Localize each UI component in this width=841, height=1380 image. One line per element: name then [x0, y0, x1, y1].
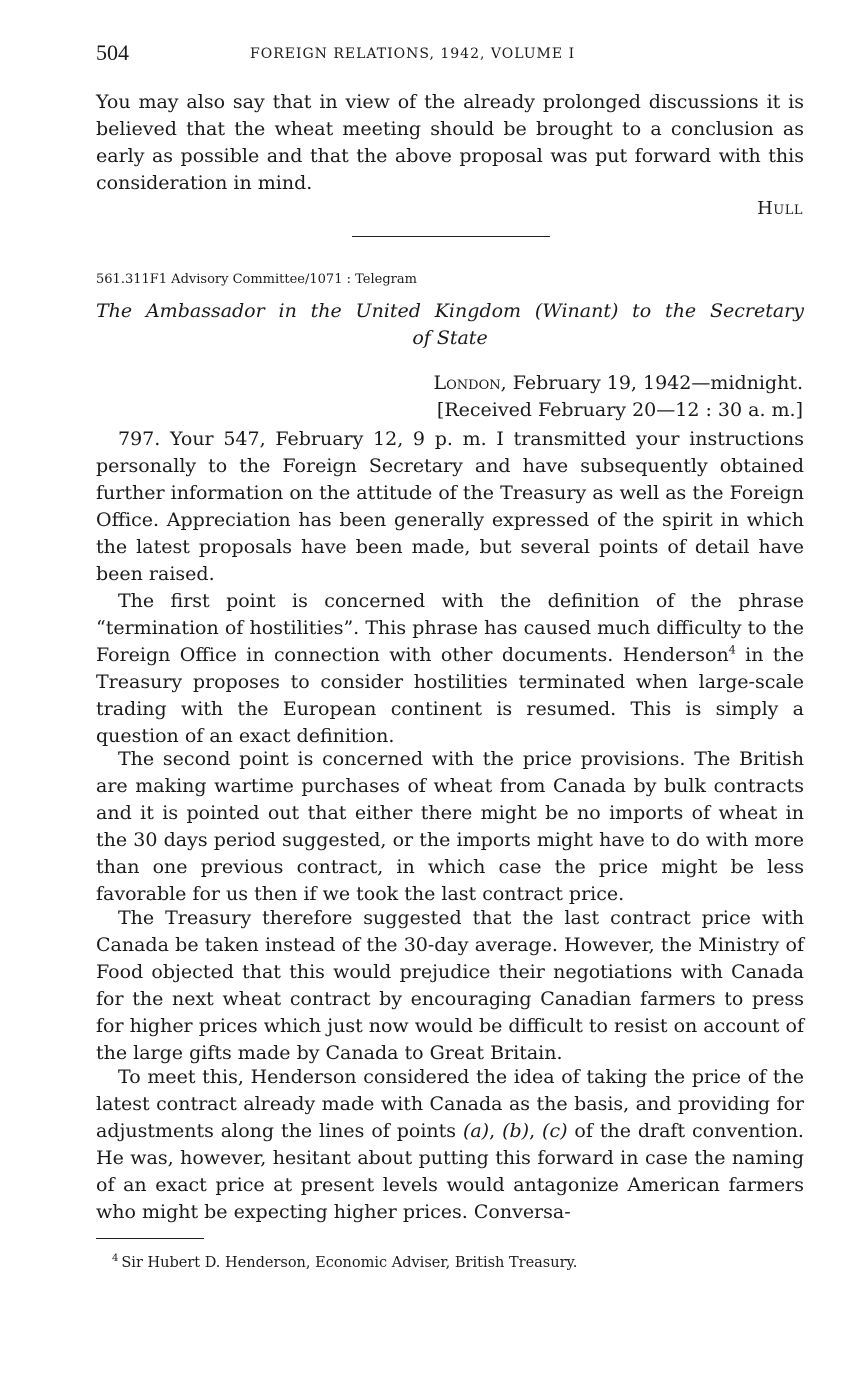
footnote-text: Sir Hubert D. Henderson, Economic Adviser, British Treasury.: [121, 1254, 578, 1271]
point-a: (a): [462, 1120, 490, 1142]
dateline-place: London: [433, 372, 501, 394]
paragraph-4: The Treasury therefore suggested that the last contract price with Canada be taken instead of the 30-day average. However, the Ministry of Food objected that this would prejudice their negotiations with Canada for the next wheat contract by encouraging Canadian farmers to press for higher prices which just now would be difficult to resist on account of the large gifts made by Canada to Great Britain.: [96, 907, 804, 1064]
paragraph-3: The second point is concerned with the price provisions. The British are making wartime purchases of wheat from Canada by bulk contracts and it is pointed out that either there might be no imports of wheat in the 30 days period suggested, or the imports might have to do with more than one previous contract, in which case the price might be less favorable for us then if we took the last contract price.: [96, 748, 804, 905]
paragraph-5: [96, 1064, 804, 1226]
paragraph-2-text-a: The first point is concerned with the definition of the phrase “termination of hostilities”. This phrase has caused much difficulty to the Foreign Office in connection with other documents. Henderson: [96, 590, 804, 666]
footnote: [112, 1249, 577, 1273]
footnote-mark: 4: [112, 1253, 119, 1264]
document-title-line-1: The Ambassador in the United Kingdom (Winant) to the Secretary: [96, 300, 804, 322]
signature: Hull: [757, 198, 803, 219]
point-b: (b): [502, 1120, 530, 1142]
running-head: [96, 40, 804, 70]
separator-1: ,: [489, 1120, 503, 1142]
paragraph-5-text-a: To meet this, Henderson considered the idea of taking the price of the latest contract already made with Canada as the basis, and providing for adjustments along the lines of points: [96, 1066, 804, 1142]
file-reference: 561.311F1 Advisory Committee/1071 : Telegram: [96, 272, 417, 287]
section-divider: [352, 236, 550, 237]
paragraph-5-text-b: of the draft convention. He was, however, hesitant about putting this forward in case the naming of an exact price at present levels would antagonize American farmers who might be expecting higher prices. Conversa-: [96, 1120, 804, 1223]
paragraph-2-text-b: in the Treasury proposes to consider hostilities terminated when large-scale trading with the European continent is resumed. This is simply a question of an exact definition.: [96, 644, 805, 747]
document-title: [96, 298, 804, 352]
paragraph-2: [96, 588, 804, 750]
dateline-date: , February 19, 1942—midnight.: [500, 372, 803, 394]
running-title: FOREIGN RELATIONS, 1942, VOLUME I: [250, 46, 576, 62]
dateline: [434, 370, 804, 397]
separator-2: ,: [529, 1120, 543, 1142]
paragraph-1: 797. Your 547, February 12, 9 p. m. I transmitted your instructions personally to the Foreign Secretary and have subsequently obtained further information on the attitude of the Treasury as well as the Foreign Office. Appreciation has been generally expressed of the spirit in which the latest proposals have been made, but several points of detail have been raised.: [96, 428, 804, 585]
footnote-divider: [96, 1238, 204, 1239]
document-title-line-2: of State: [412, 327, 488, 349]
footnote-reference: 4: [728, 643, 736, 657]
received-line: [Received February 20—12 : 30 a. m.]: [436, 399, 803, 421]
intro-paragraph: You may also say that in view of the already prolonged discussions it is believed that the wheat meeting should be brought to a conclusion as early as possible and that the above proposal was put forward with this consideration in mind.: [96, 91, 804, 194]
point-c: (c): [542, 1120, 568, 1142]
page-number: 504: [96, 40, 129, 65]
